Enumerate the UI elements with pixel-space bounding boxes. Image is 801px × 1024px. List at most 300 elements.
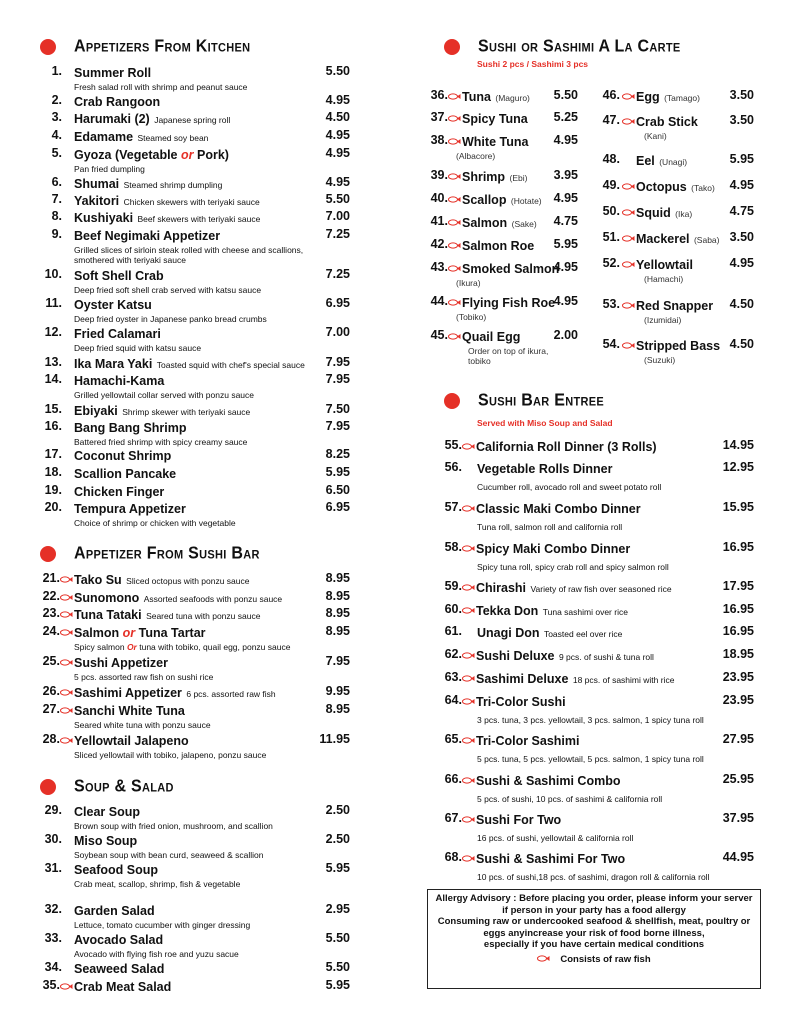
item-price: 5.95 (325, 978, 350, 992)
item-price: 9.95 (325, 684, 350, 698)
item-description: Steamed soy bean (137, 133, 209, 143)
item-name: Sanchi White Tuna (74, 704, 185, 718)
item-number: 12. (44, 325, 62, 339)
item-description: Sliced yellowtail with tobiko, jalapeno, ponzu sauce (74, 750, 267, 760)
menu-item (430, 88, 578, 106)
menu-item (602, 88, 754, 106)
menu-item (44, 402, 350, 420)
fish-icon (60, 983, 73, 990)
item-number: 64. (444, 693, 462, 707)
item-number: 4. (51, 128, 62, 142)
item-price: 4.50 (325, 110, 350, 124)
menu-item (44, 902, 350, 930)
item-name: Fried Calamari (74, 327, 161, 341)
fish-icon (60, 737, 73, 744)
item-name: Octopus (636, 180, 687, 194)
item-name: Ebiyaki (74, 404, 118, 418)
section-header-appetizer-sushi-bar (40, 545, 260, 563)
item-number: 45. (430, 328, 448, 342)
fish-icon (622, 118, 635, 125)
item-price: 4.95 (325, 146, 350, 160)
advisory-line: Allergy Advisory : Before placing you order, please inform your server (435, 893, 753, 904)
menu-item (430, 133, 578, 161)
item-number: 52. (602, 256, 620, 270)
item-price: 5.50 (325, 192, 350, 206)
item-description: Seared white tuna with ponzu sauce (74, 720, 211, 730)
menu-item (42, 732, 350, 760)
menu-item (44, 960, 350, 978)
item-price: 8.95 (325, 606, 350, 620)
item-price: 8.95 (325, 702, 350, 716)
item-number: 3. (51, 110, 62, 124)
menu-item (602, 113, 754, 141)
item-description: Cucumber roll, avocado roll and sweet potato roll (477, 482, 662, 492)
item-name: Classic Maki Combo Dinner (476, 502, 641, 516)
item-price: 5.25 (553, 110, 578, 124)
item-number: 53. (602, 297, 620, 311)
item-description: Tuna roll, salmon roll and california roll (477, 522, 623, 532)
item-description (74, 642, 290, 652)
menu-item (42, 654, 350, 682)
item-name: Scallop (462, 193, 507, 207)
legend-label: Consists of raw fish (560, 953, 651, 965)
menu-item (444, 500, 754, 532)
item-price: 4.75 (729, 204, 754, 218)
item-name-part: Tuna Tartar (138, 626, 206, 640)
fish-icon (622, 342, 635, 349)
japanese-name-cont: tobiko (468, 356, 491, 366)
item-description: 5 pcs. tuna, 5 pcs. yellowtail, 5 pcs. salmon, 1 spicy tuna roll (477, 754, 704, 764)
item-price: 4.95 (729, 256, 754, 270)
japanese-name: (Hamachi) (644, 274, 684, 284)
item-description: Crab meat, scallop, shrimp, fish & vegetable (74, 879, 241, 889)
fish-icon (462, 607, 475, 614)
item-number: 39. (430, 168, 448, 182)
item-price: 4.95 (553, 191, 578, 205)
fish-icon (622, 302, 635, 309)
item-price: 25.95 (722, 772, 754, 786)
item-description: 3 pcs. tuna, 3 pcs. yellowtail, 3 pcs. salmon, 1 spicy tuna roll (477, 715, 704, 725)
item-price: 4.95 (325, 93, 350, 107)
menu-item (430, 168, 578, 186)
item-number: 17. (44, 447, 62, 461)
item-price: 5.50 (553, 88, 578, 102)
item-description: Variety of raw fish over seasoned rice (530, 584, 672, 594)
item-name: Mackerel (636, 232, 690, 246)
item-description: Pan fried dumpling (74, 164, 145, 174)
fish-icon (60, 707, 73, 714)
menu-item (430, 110, 578, 128)
item-number: 13. (44, 355, 62, 369)
item-name: Coconut Shrimp (74, 449, 172, 463)
item-price: 8.95 (325, 571, 350, 585)
fish-icon (462, 737, 475, 744)
item-number: 50. (602, 204, 620, 218)
fish-icon (448, 115, 461, 122)
item-name: Tako Su (74, 573, 122, 587)
menu-item (51, 175, 350, 193)
japanese-name: (Albacore) (456, 151, 496, 161)
menu-item (44, 483, 350, 501)
menu-item (44, 355, 350, 373)
menu-item (444, 647, 754, 665)
menu-item (444, 579, 754, 597)
item-number: 42. (430, 237, 448, 251)
japanese-name: (Suzuki) (644, 355, 676, 365)
item-description: Deep fried oyster in Japanese panko bread crumbs (74, 314, 267, 324)
fish-icon (60, 689, 73, 696)
item-number: 29. (44, 803, 62, 817)
item-number: 18. (44, 465, 62, 479)
item-name: White Tuna (462, 135, 529, 149)
item-number: 56. (444, 460, 462, 474)
menu-item (44, 447, 350, 465)
japanese-name: (Maguro) (495, 93, 530, 103)
japanese-name: (Saba) (693, 235, 720, 245)
item-number: 16. (44, 419, 62, 433)
menu-item (51, 192, 350, 210)
fish-icon (537, 955, 550, 962)
menu-item (44, 267, 350, 295)
item-name: Oyster Katsu (74, 298, 152, 312)
japanese-name: (Hotate) (510, 196, 542, 206)
item-price: 7.25 (325, 267, 350, 281)
fish-icon (60, 594, 73, 601)
menu-item (444, 670, 754, 688)
item-price: 18.95 (722, 647, 754, 661)
item-price: 6.50 (325, 483, 350, 497)
fish-icon (60, 611, 73, 618)
menu-item (602, 204, 754, 222)
japanese-name: (Tamago) (664, 93, 700, 103)
item-price: 5.95 (325, 465, 350, 479)
item-description: Sliced octopus with ponzu sauce (126, 576, 250, 586)
item-number: 57. (444, 500, 462, 514)
item-name: Crab Stick (636, 115, 698, 129)
item-price: 4.95 (325, 175, 350, 189)
item-price: 4.95 (325, 128, 350, 142)
item-number: 41. (430, 214, 448, 228)
item-price: 7.50 (325, 402, 350, 416)
item-number: 62. (444, 647, 462, 661)
item-description: Brown soup with fried onion, mushroom, and scallion (74, 821, 273, 831)
item-name: Scallion Pancake (74, 467, 177, 481)
item-description: Fresh salad roll with shrimp and peanut sauce (74, 82, 248, 92)
menu-item (444, 811, 754, 843)
item-description: Spicy tuna roll, spicy crab roll and spicy salmon roll (477, 562, 669, 572)
item-name: Tekka Don (476, 604, 539, 618)
item-number: 68. (444, 850, 462, 864)
japanese-name: (Ika) (675, 209, 693, 219)
item-name: Beef Negimaki Appetizer (74, 229, 221, 243)
item-description: Deep fried soft shell crab served with katsu sauce (74, 285, 262, 295)
menu-item (430, 191, 578, 209)
item-name: Spicy Maki Combo Dinner (476, 542, 631, 556)
item-number: 40. (430, 191, 448, 205)
item-number: 14. (44, 372, 62, 386)
item-number: 32. (44, 902, 62, 916)
item-number: 35. (42, 978, 60, 992)
item-description: Battered fried shrimp with spicy creamy sauce (74, 437, 248, 447)
item-number: 67. (444, 811, 462, 825)
item-price: 23.95 (722, 670, 754, 684)
item-description: 9 pcs. of sushi & tuna roll (558, 652, 654, 662)
advisory-line: Consuming raw or undercooked seafood & shellfish, meat, poultry or (437, 916, 751, 927)
item-name: Red Snapper (636, 299, 714, 313)
item-name: Miso Soup (74, 834, 138, 848)
item-name: Harumaki (2) (74, 112, 150, 126)
item-price: 7.95 (325, 372, 350, 386)
item-price: 5.50 (325, 931, 350, 945)
fish-icon (622, 183, 635, 190)
menu-item (44, 832, 350, 860)
item-name: Sunomono (74, 591, 140, 605)
item-price: 3.50 (729, 113, 754, 127)
description-part: tuna with tobiko, quail egg, ponzu sauce (139, 642, 291, 652)
section-title: Appetizers From Kitchen (74, 37, 251, 56)
item-number: 34. (44, 960, 62, 974)
item-name: Summer Roll (74, 66, 152, 80)
item-name: Sushi & Sashimi Combo (476, 774, 621, 788)
japanese-name: (Ikura) (456, 278, 481, 288)
item-description: Choice of shrimp or chicken with vegetable (74, 518, 236, 528)
item-description: Beef skewers with teriyaki sauce (137, 214, 261, 224)
menu-item (51, 64, 350, 92)
item-name: Tuna Tataki (74, 608, 142, 622)
item-price: 11.95 (319, 732, 350, 746)
menu-item (444, 732, 754, 764)
item-description: 18 pcs. of sashimi with rice (572, 675, 675, 685)
item-description-cont: smothered with teriyaki sauce (74, 255, 186, 265)
item-name: Ika Mara Yaki (74, 357, 153, 371)
menu-item (602, 297, 754, 325)
item-price: 2.50 (325, 832, 350, 846)
menu-item (602, 256, 754, 284)
fish-icon (448, 333, 461, 340)
item-number: 6. (51, 175, 62, 189)
menu-item (444, 540, 754, 572)
item-name-part: Gyoza (Vegetable (74, 148, 178, 162)
item-name: Sushi For Two (476, 813, 562, 827)
item-name: Sashimi Deluxe (476, 672, 569, 686)
item-name: Shumai (74, 177, 120, 191)
item-number: 26. (42, 684, 60, 698)
section-subtitle: Sushi 2 pcs / Sashimi 3 pcs (477, 59, 589, 69)
fish-icon (60, 629, 73, 636)
fish-icon (448, 196, 461, 203)
item-name: Crab Rangoon (74, 95, 161, 109)
item-description: Assorted seafoods with ponzu sauce (143, 594, 283, 604)
menu-item (44, 372, 350, 400)
menu-item (444, 850, 754, 882)
menu-item (51, 209, 350, 227)
fish-icon (448, 219, 461, 226)
japanese-name: Order on top of ikura, (468, 346, 549, 356)
item-number: 1. (51, 64, 62, 78)
item-description: Lettuce, tomato cucumber with ginger dressing (74, 920, 251, 930)
item-description: Grilled slices of sirloin steak rolled with cheese and scallions, (74, 245, 304, 255)
item-price: 5.95 (729, 152, 754, 166)
item-name: Flying Fish Roe (462, 296, 556, 310)
or-word: or (122, 626, 136, 640)
item-name: Sushi Deluxe (476, 649, 555, 663)
item-description: Seared tuna with ponzu sauce (146, 611, 261, 621)
item-price: 14.95 (722, 438, 754, 452)
item-price: 44.95 (722, 850, 754, 864)
item-price: 6.95 (325, 500, 350, 514)
item-number: 59. (444, 579, 462, 593)
item-price: 12.95 (722, 460, 754, 474)
item-number: 31. (44, 861, 62, 875)
item-name: Smoked Salmon (462, 262, 560, 276)
item-number: 15. (44, 402, 62, 416)
menu-item (45, 296, 350, 324)
fish-icon (448, 173, 461, 180)
item-price: 17.95 (722, 579, 754, 593)
menu-item (42, 606, 350, 624)
item-name: Squid (636, 206, 671, 220)
section-header-appetizers-kitchen (40, 38, 250, 56)
item-name: Tempura Appetizer (74, 502, 186, 516)
or-word: Or (126, 642, 137, 652)
menu-item (602, 230, 754, 248)
menu-item (44, 861, 350, 889)
item-number: 30. (44, 832, 62, 846)
item-description: Toasted eel over rice (543, 629, 623, 639)
menu-item (51, 93, 350, 111)
menu-item (42, 702, 350, 730)
menu-item (51, 146, 350, 174)
menu-item (444, 602, 754, 620)
menu-item (444, 460, 754, 492)
item-number: 63. (444, 670, 462, 684)
menu-item (430, 294, 578, 322)
item-price: 7.95 (325, 654, 350, 668)
item-name: Seafood Soup (74, 863, 159, 877)
item-name: Avocado Salad (74, 933, 164, 947)
item-name: Sushi Appetizer (74, 656, 168, 670)
fish-icon (622, 93, 635, 100)
item-number: 25. (42, 654, 60, 668)
item-number: 38. (430, 133, 448, 147)
menu-item (430, 214, 578, 232)
item-number: 27. (42, 702, 60, 716)
item-name: Unagi Don (477, 626, 540, 640)
item-price: 5.50 (325, 64, 350, 78)
item-name: Spicy Tuna (462, 112, 528, 126)
item-price: 5.95 (553, 237, 578, 251)
item-description: 6 pcs. assorted raw fish (186, 689, 276, 699)
item-price: 3.50 (729, 230, 754, 244)
item-price: 8.95 (325, 624, 350, 638)
fish-icon (462, 855, 475, 862)
fish-icon (622, 235, 635, 242)
fish-icon (448, 138, 461, 145)
item-description: Deep fried squid with katsu sauce (74, 343, 202, 353)
item-description: Tuna sashimi over rice (542, 607, 628, 617)
item-name: Edamame (74, 130, 134, 144)
item-name: Crab Meat Salad (74, 980, 172, 994)
item-description: Soybean soup with bean curd, seaweed & scallion (74, 850, 264, 860)
item-number: 7. (51, 192, 62, 206)
item-price: 2.95 (325, 902, 350, 916)
item-description: Toasted squid with chef's special sauce (156, 360, 305, 370)
menu-item (44, 931, 350, 959)
item-number: 54. (602, 337, 620, 351)
item-number: 33. (44, 931, 62, 945)
item-name-part: Pork) (196, 148, 229, 162)
item-name: Tri-Color Sushi (476, 695, 566, 709)
menu-item (444, 624, 754, 642)
japanese-name: (Ebi) (509, 173, 528, 183)
item-price: 16.95 (722, 602, 754, 616)
item-number: 49. (602, 178, 620, 192)
item-name-part: Salmon (74, 626, 120, 640)
item-number: 43. (430, 260, 448, 274)
section-title: Soup & Salad (74, 777, 174, 796)
advisory-line: especially if you have certain medical conditions (483, 939, 705, 950)
item-number: 44. (430, 294, 448, 308)
menu-item (444, 438, 754, 456)
or-word: or (181, 148, 194, 162)
fish-icon (448, 299, 461, 306)
japanese-name: (Unagi) (659, 157, 688, 167)
item-name: Stripped Bass (636, 339, 721, 353)
item-name: Egg (636, 90, 660, 104)
item-description: 5 pcs. assorted raw fish on sushi rice (74, 672, 214, 682)
fish-icon (60, 576, 73, 583)
item-price: 5.50 (325, 960, 350, 974)
item-price: 4.95 (553, 260, 578, 274)
menu-item (51, 110, 350, 128)
item-number: 61. (444, 624, 462, 638)
section-title: Sushi Bar Entree (478, 391, 605, 410)
fish-icon (60, 659, 73, 666)
item-number: 11. (45, 296, 62, 310)
red-dot-icon (40, 39, 56, 55)
item-name: Sushi & Sashimi For Two (476, 852, 626, 866)
japanese-name: (Izumidai) (644, 315, 682, 325)
item-number: 46. (602, 88, 620, 102)
menu-item (42, 624, 350, 652)
fish-icon (462, 584, 475, 591)
item-price: 7.95 (325, 355, 350, 369)
red-dot-icon (40, 546, 56, 562)
fish-icon (462, 675, 475, 682)
item-price: 16.95 (722, 540, 754, 554)
item-price: 3.50 (729, 88, 754, 102)
item-price: 5.95 (325, 861, 350, 875)
item-number: 5. (51, 146, 62, 160)
menu-item (42, 589, 350, 607)
item-name: Soft Shell Crab (74, 269, 164, 283)
item-name: Salmon (462, 216, 508, 230)
item-name: Chirashi (476, 581, 527, 595)
item-name: Yellowtail Jalapeno (74, 734, 189, 748)
item-price: 37.95 (722, 811, 754, 825)
menu-item (602, 178, 754, 196)
item-name (74, 626, 206, 640)
menu-item (44, 419, 350, 447)
item-price: 8.25 (325, 447, 350, 461)
item-number: 55. (444, 438, 462, 452)
item-price: 27.95 (722, 732, 754, 746)
menu-item (42, 684, 350, 702)
item-number: 28. (42, 732, 60, 746)
section-header-sushi-sashimi (444, 38, 681, 56)
japanese-name: (Tobiko) (456, 312, 487, 322)
item-description: Shrimp skewer with teriyaki sauce (122, 407, 251, 417)
